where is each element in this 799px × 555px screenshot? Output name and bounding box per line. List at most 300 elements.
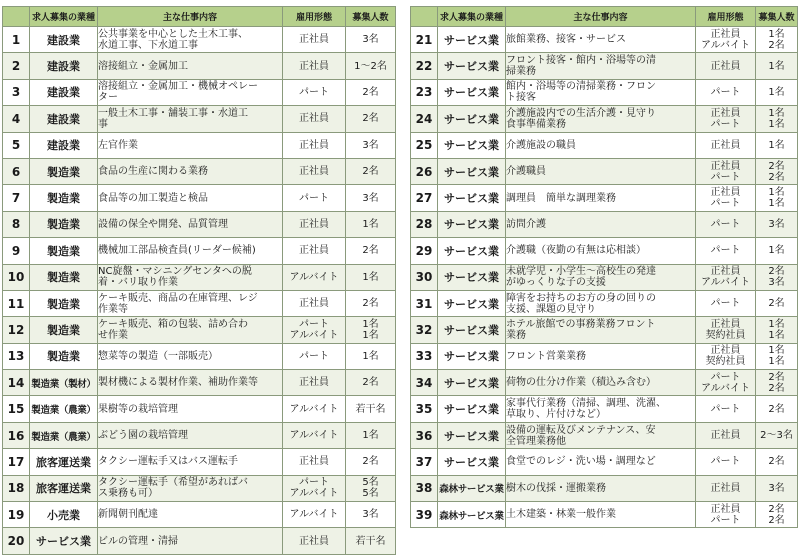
- count-cell: [346, 343, 396, 369]
- task-cell: [98, 53, 283, 79]
- employment-cell: [696, 27, 756, 53]
- text-line: 2名: [768, 298, 785, 310]
- row-number: 27: [411, 185, 438, 211]
- text-line: 事: [98, 118, 108, 130]
- text-line: 食品の生産に関わる業務: [98, 166, 208, 178]
- employment-cell: [283, 158, 346, 184]
- text-line: パート: [710, 198, 741, 210]
- table-row: [3, 185, 396, 211]
- task-cell: [506, 290, 696, 316]
- industry-cell: 製造業（農業）: [30, 396, 98, 422]
- text-line: 1～2名: [354, 60, 387, 72]
- text-line: 2名: [768, 160, 785, 172]
- text-line: タクシー運転手（希望があればバ: [98, 477, 248, 489]
- employment-cell: [283, 27, 346, 53]
- count-cell: [756, 502, 798, 528]
- text-line: 正社員: [299, 535, 329, 547]
- text-line: パート: [710, 514, 741, 526]
- header-task: 主な仕事内容: [98, 7, 283, 27]
- text-line: 草取り、片付けなど）: [506, 409, 606, 421]
- text-line: 正社員: [710, 28, 741, 40]
- employment-cell: [283, 264, 346, 290]
- text-line: 食事準備業務: [506, 118, 566, 130]
- count-cell: [756, 27, 798, 53]
- count-cell: [756, 53, 798, 79]
- task-cell: [98, 27, 283, 53]
- industry-cell: サービス業: [438, 370, 506, 396]
- industry-cell: サービス業: [438, 238, 506, 264]
- table-row: [411, 79, 798, 105]
- text-line: 介護施設の職員: [506, 139, 576, 151]
- job-rows-right: [411, 27, 798, 528]
- industry-cell: 旅客運送業: [30, 449, 98, 475]
- table-row: [411, 264, 798, 290]
- text-line: 正社員: [299, 456, 329, 468]
- industry-cell: サービス業: [438, 396, 506, 422]
- text-line: 介護職（夜勤の有無は応相談）: [506, 245, 646, 257]
- text-line: 2名: [768, 456, 785, 468]
- task-cell: [506, 106, 696, 132]
- text-line: 2名: [362, 86, 379, 98]
- text-line: 3名: [768, 218, 785, 230]
- employment-cell: [283, 132, 346, 158]
- text-line: タクシー運転手又はバス運転手: [98, 456, 238, 468]
- employment-cell: [283, 396, 346, 422]
- text-line: 土木建築・林業一般作業: [506, 509, 616, 521]
- text-line: 業務: [506, 329, 526, 341]
- employment-cell: [283, 106, 346, 132]
- count-cell: [346, 528, 396, 554]
- count-cell: [346, 27, 396, 53]
- employment-cell: [696, 502, 756, 528]
- row-number: 9: [3, 238, 30, 264]
- task-cell: [506, 185, 696, 211]
- count-cell: [756, 211, 798, 237]
- task-cell: [506, 211, 696, 237]
- count-cell: [756, 370, 798, 396]
- employment-cell: [696, 422, 756, 448]
- text-line: 1名: [768, 198, 785, 210]
- text-line: 2名: [768, 403, 785, 415]
- employment-cell: [696, 449, 756, 475]
- text-line: 2名: [362, 298, 379, 310]
- text-line: 2名: [768, 514, 785, 526]
- text-line: アルバイト: [289, 403, 339, 415]
- text-line: パート: [710, 118, 741, 130]
- text-line: 作業等: [98, 303, 128, 315]
- count-cell: [346, 475, 396, 501]
- count-cell: [756, 264, 798, 290]
- row-number: 3: [3, 79, 30, 105]
- task-cell: [506, 317, 696, 343]
- employment-cell: [696, 475, 756, 501]
- text-line: 左官作業: [98, 139, 138, 151]
- text-line: パート: [710, 245, 741, 257]
- text-line: アルバイト: [701, 277, 750, 289]
- text-line: ケーキ販売、箱の包装、詰め合わ: [98, 318, 248, 330]
- industry-cell: 小売業: [30, 502, 98, 528]
- text-line: 若干名: [355, 535, 386, 547]
- text-line: アルバイト: [289, 329, 339, 341]
- text-line: 1名: [768, 356, 785, 368]
- task-cell: [98, 290, 283, 316]
- industry-cell: 製造業: [30, 185, 98, 211]
- text-line: 掃業務: [506, 66, 536, 78]
- text-line: 正社員: [299, 34, 329, 46]
- text-line: 2名: [768, 382, 785, 394]
- text-line: 2名: [362, 456, 379, 468]
- table-row: [411, 106, 798, 132]
- text-line: 溶接組立・金属加工: [98, 60, 188, 72]
- count-cell: [346, 449, 396, 475]
- count-cell: [756, 449, 798, 475]
- industry-cell: 製造業: [30, 158, 98, 184]
- industry-cell: 建設業: [30, 53, 98, 79]
- table-row: [411, 317, 798, 343]
- text-line: ビルの管理・清掃: [98, 535, 178, 547]
- text-line: ケーキ販売、商品の在庫管理、レジ: [98, 292, 258, 304]
- row-number: 33: [411, 343, 438, 369]
- row-number: 25: [411, 132, 438, 158]
- text-line: 介護職員: [506, 166, 546, 178]
- row-number: 13: [3, 343, 30, 369]
- text-line: 障害をお持ちのお方の身の回りの: [506, 292, 656, 304]
- text-line: 3名: [362, 509, 379, 521]
- text-line: 機械加工部品検査員(リーダー候補): [98, 245, 256, 257]
- row-number: 11: [3, 290, 30, 316]
- employment-cell: [696, 185, 756, 211]
- text-line: 正社員: [299, 245, 329, 257]
- count-cell: [756, 132, 798, 158]
- text-line: 2名: [768, 266, 785, 278]
- table-row: [3, 502, 396, 528]
- employment-cell: [696, 264, 756, 290]
- task-cell: [98, 422, 283, 448]
- text-line: 製材機による製材作業、補助作業等: [98, 377, 258, 389]
- header-industry: 求人募集の業種: [438, 7, 506, 27]
- text-line: 支援、課題の見守り: [506, 303, 596, 315]
- industry-cell: 森林サービス業: [438, 502, 506, 528]
- text-line: 1名: [768, 86, 785, 98]
- table-row: [3, 343, 396, 369]
- count-cell: [756, 290, 798, 316]
- table-row: [3, 53, 396, 79]
- task-cell: [506, 449, 696, 475]
- text-line: パート: [299, 350, 329, 362]
- industry-cell: サービス業: [438, 79, 506, 105]
- table-row: [3, 370, 396, 396]
- text-line: ホテル旅館での事務業務フロント: [506, 318, 656, 330]
- industry-cell: 建設業: [30, 27, 98, 53]
- employment-cell: [283, 317, 346, 343]
- row-number: 21: [411, 27, 438, 53]
- text-line: 正社員: [710, 345, 741, 357]
- task-cell: [98, 370, 283, 396]
- task-cell: [98, 343, 283, 369]
- text-line: 1名: [362, 318, 379, 330]
- text-line: アルバイト: [701, 382, 750, 394]
- task-cell: [506, 158, 696, 184]
- row-number: 1: [3, 27, 30, 53]
- text-line: 1名: [362, 329, 379, 341]
- text-line: 調理員 簡単な調理業務: [506, 192, 616, 204]
- header-employment: 雇用形態: [696, 7, 756, 27]
- text-line: ト接客: [506, 92, 536, 104]
- industry-cell: サービス業: [438, 264, 506, 290]
- task-cell: [506, 79, 696, 105]
- industry-cell: 製造業: [30, 264, 98, 290]
- count-cell: [756, 106, 798, 132]
- row-number: 8: [3, 211, 30, 237]
- industry-cell: サービス業: [438, 449, 506, 475]
- count-cell: [346, 290, 396, 316]
- text-line: アルバイト: [289, 509, 339, 521]
- task-cell: [506, 27, 696, 53]
- text-line: 5名: [362, 488, 379, 500]
- text-line: ぶどう園の栽培管理: [98, 430, 188, 442]
- text-line: 食品等の加工製造と検品: [98, 192, 208, 204]
- task-cell: [506, 370, 696, 396]
- table-row: [411, 290, 798, 316]
- text-line: 5名: [362, 477, 379, 489]
- employment-cell: [283, 211, 346, 237]
- task-cell: [98, 396, 283, 422]
- industry-cell: サービス業: [438, 132, 506, 158]
- task-cell: [506, 132, 696, 158]
- employment-cell: [283, 290, 346, 316]
- task-cell: [506, 343, 696, 369]
- task-cell: [98, 238, 283, 264]
- employment-cell: [696, 343, 756, 369]
- count-cell: [346, 53, 396, 79]
- text-line: アルバイト: [701, 39, 750, 51]
- table-row: [411, 502, 798, 528]
- text-line: 3名: [768, 277, 785, 289]
- table-header-row: [411, 7, 798, 27]
- industry-cell: 製造業: [30, 317, 98, 343]
- text-line: 2名: [768, 371, 785, 383]
- employment-cell: [283, 449, 346, 475]
- text-line: 公共事業を中心とした土木工事、: [98, 28, 248, 40]
- industry-cell: 森林サービス業: [438, 475, 506, 501]
- text-line: パート: [710, 298, 741, 310]
- count-cell: [346, 502, 396, 528]
- industry-cell: 建設業: [30, 79, 98, 105]
- text-line: 着・バリ取り作業: [98, 277, 178, 289]
- row-number: 2: [3, 53, 30, 79]
- row-number: 36: [411, 422, 438, 448]
- text-line: 2名: [768, 503, 785, 515]
- text-line: 1名: [768, 60, 785, 72]
- task-cell: [506, 238, 696, 264]
- industry-cell: サービス業: [438, 53, 506, 79]
- table-row: [411, 422, 798, 448]
- table-row: [3, 106, 396, 132]
- header-task: 主な仕事内容: [506, 7, 696, 27]
- table-row: [411, 449, 798, 475]
- count-cell: [346, 132, 396, 158]
- employment-cell: [283, 79, 346, 105]
- count-cell: [756, 185, 798, 211]
- row-number: 31: [411, 290, 438, 316]
- row-number: 34: [411, 370, 438, 396]
- text-line: 3名: [768, 482, 785, 494]
- industry-cell: 製造業: [30, 238, 98, 264]
- header-count: 募集人数: [756, 7, 798, 27]
- employment-cell: [696, 158, 756, 184]
- text-line: 3名: [362, 34, 379, 46]
- table-row: [411, 185, 798, 211]
- table-row: [3, 475, 396, 501]
- table-row: [3, 264, 396, 290]
- text-line: 旅館業務、接客・サービス: [506, 34, 626, 46]
- task-cell: [506, 502, 696, 528]
- text-line: 正社員: [299, 139, 329, 151]
- row-number: 29: [411, 238, 438, 264]
- row-number: 12: [3, 317, 30, 343]
- text-line: 正社員: [710, 187, 741, 199]
- text-line: ター: [98, 92, 118, 104]
- table-row: [411, 53, 798, 79]
- text-line: 正社員: [710, 430, 741, 442]
- table-row: [3, 27, 396, 53]
- text-line: パート: [710, 86, 741, 98]
- text-line: 1名: [362, 271, 379, 283]
- table-row: [411, 238, 798, 264]
- count-cell: [346, 264, 396, 290]
- text-line: 未就学児・小学生～高校生の発達: [506, 266, 656, 278]
- row-number: 10: [3, 264, 30, 290]
- text-line: 2名: [362, 113, 379, 125]
- employment-cell: [283, 370, 346, 396]
- industry-cell: 製造業（製材）: [30, 370, 98, 396]
- count-cell: [756, 238, 798, 264]
- count-cell: [346, 158, 396, 184]
- text-line: 訪問介護: [506, 218, 546, 230]
- task-cell: [98, 158, 283, 184]
- text-line: NC旋盤・マシニングセンタへの脱: [98, 266, 252, 278]
- task-cell: [98, 79, 283, 105]
- table-row: [3, 79, 396, 105]
- industry-cell: 製造業: [30, 290, 98, 316]
- text-line: 2名: [362, 245, 379, 257]
- text-line: 水道工事、下水道工事: [98, 39, 198, 51]
- count-cell: [756, 79, 798, 105]
- employment-cell: [283, 238, 346, 264]
- text-line: 家事代行業務（清掃、調理、洗濯、: [506, 398, 666, 410]
- employment-cell: [696, 53, 756, 79]
- employment-cell: [283, 185, 346, 211]
- header-industry: 求人募集の業種: [30, 7, 98, 27]
- text-line: せ作業: [98, 329, 128, 341]
- employment-cell: [283, 475, 346, 501]
- text-line: 2名: [768, 171, 785, 183]
- text-line: 正社員: [710, 266, 741, 278]
- text-line: フロント接客・館内・浴場等の清: [506, 55, 656, 67]
- table-row: [3, 132, 396, 158]
- row-number: 14: [3, 370, 30, 396]
- employment-cell: [696, 317, 756, 343]
- text-line: 正社員: [710, 503, 741, 515]
- header-count: 募集人数: [346, 7, 396, 27]
- row-number: 23: [411, 79, 438, 105]
- employment-cell: [283, 502, 346, 528]
- text-line: 新聞朝刊配達: [98, 509, 158, 521]
- task-cell: [506, 53, 696, 79]
- text-line: 一般土木工事・舗装工事・水道工: [98, 107, 248, 119]
- text-line: 荷物の仕分け作業（積込み含む）: [506, 377, 656, 389]
- text-line: 介護施設内での生活介護・見守り: [506, 107, 656, 119]
- row-number: 20: [3, 528, 30, 554]
- count-cell: [756, 343, 798, 369]
- table-row: [3, 158, 396, 184]
- row-number: 4: [3, 106, 30, 132]
- job-rows-left: [3, 27, 396, 555]
- employment-cell: [696, 370, 756, 396]
- row-number: 39: [411, 502, 438, 528]
- industry-cell: 製造業（農業）: [30, 422, 98, 448]
- table-row: [3, 422, 396, 448]
- table-row: [411, 475, 798, 501]
- industry-cell: サービス業: [438, 211, 506, 237]
- table-row: [3, 290, 396, 316]
- text-line: 惣菜等の製造（一部販売）: [98, 350, 218, 362]
- row-number: 38: [411, 475, 438, 501]
- task-cell: [98, 211, 283, 237]
- industry-cell: 製造業: [30, 343, 98, 369]
- table-header-row: [3, 7, 396, 27]
- task-cell: [98, 449, 283, 475]
- text-line: パート: [710, 403, 741, 415]
- text-line: 正社員: [710, 107, 741, 119]
- text-line: 1名: [362, 430, 379, 442]
- table-row: [3, 396, 396, 422]
- employment-cell: [283, 528, 346, 554]
- industry-cell: サービス業: [438, 27, 506, 53]
- text-line: パート: [299, 477, 329, 489]
- text-line: アルバイト: [289, 488, 339, 500]
- count-cell: [346, 211, 396, 237]
- text-line: 1名: [768, 28, 785, 40]
- row-number: 24: [411, 106, 438, 132]
- row-number: 26: [411, 158, 438, 184]
- text-line: アルバイト: [289, 271, 339, 283]
- industry-cell: サービス業: [438, 106, 506, 132]
- text-line: 1名: [768, 318, 785, 330]
- table-row: [411, 396, 798, 422]
- job-table-left: [2, 6, 396, 555]
- count-cell: [346, 238, 396, 264]
- task-cell: [98, 528, 283, 554]
- text-line: 正社員: [299, 298, 329, 310]
- text-line: 正社員: [299, 113, 329, 125]
- industry-cell: 建設業: [30, 106, 98, 132]
- text-line: 正社員: [710, 482, 741, 494]
- row-number: 15: [3, 396, 30, 422]
- table-row: [411, 370, 798, 396]
- text-line: 1名: [768, 118, 785, 130]
- table-row: [3, 449, 396, 475]
- text-line: 2～3名: [760, 430, 793, 442]
- table-row: [411, 211, 798, 237]
- task-cell: [98, 132, 283, 158]
- industry-cell: 建設業: [30, 132, 98, 158]
- text-line: 正社員: [710, 160, 741, 172]
- text-line: 果樹等の栽培管理: [98, 403, 178, 415]
- text-line: フロント営業業務: [506, 350, 586, 362]
- task-cell: [506, 264, 696, 290]
- row-number: 32: [411, 317, 438, 343]
